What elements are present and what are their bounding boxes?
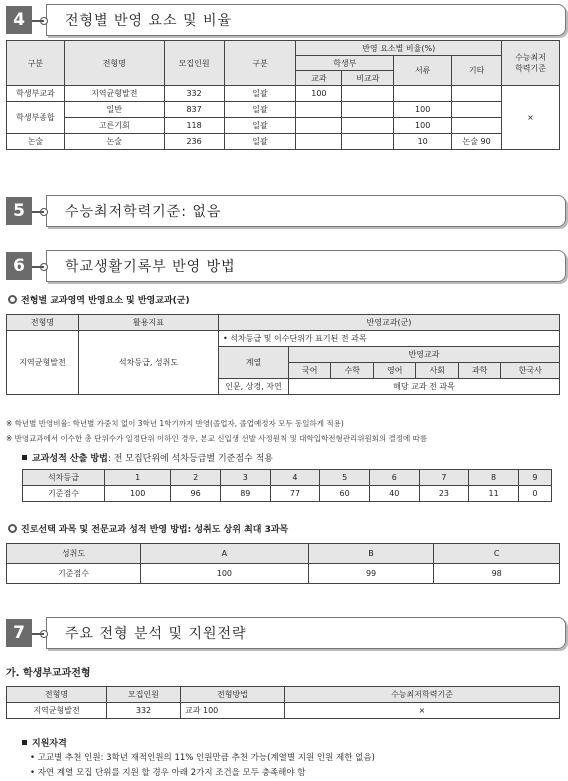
cell: 고른기회 [64, 118, 164, 134]
cell: 23 [419, 486, 469, 502]
cell: 일괄 [224, 102, 296, 118]
subheading [8, 522, 288, 535]
cell: 100 [394, 118, 452, 134]
table-row [7, 118, 560, 134]
cell: 100 [296, 86, 342, 102]
th-jeonhyeong: 전형명 [64, 41, 164, 86]
cell: 332 [164, 86, 224, 102]
th-suneung: 수능최저학력기준 [285, 687, 560, 703]
table-row [7, 134, 560, 150]
th-grade-value: 6 [369, 470, 419, 486]
square-bullet-icon [22, 455, 27, 460]
th-grade-value: 4 [270, 470, 320, 486]
cell: 10 [394, 134, 452, 150]
th-level: B [308, 544, 434, 564]
cell: 236 [164, 134, 224, 150]
th-gyogwa: 교과 [296, 71, 342, 86]
cell: 100 [105, 486, 171, 502]
cell: 해당 교과 전 과목 [289, 379, 560, 395]
cell: 학생부종합 [7, 102, 65, 134]
subheading [22, 736, 67, 749]
th-ratio: 반영 요소별 비율(%) [296, 41, 502, 56]
achievement-score-table [6, 543, 560, 584]
cell: 99 [308, 564, 434, 584]
section-4-header [6, 4, 233, 36]
th-seoryu: 서류 [394, 56, 452, 86]
cell [394, 86, 452, 102]
cell [342, 134, 394, 150]
qualification-line: • 고교별 추천 인원: 3학년 재적인원의 11% 인원만큼 추천 가능(계열별 지원 인원 제한 없음) [30, 753, 375, 763]
reflection-ratio-table [6, 40, 560, 150]
subject-reflection-table [6, 314, 560, 395]
th-gita: 기타 [452, 56, 502, 86]
th-level: C [434, 544, 560, 564]
cell: 89 [220, 486, 270, 502]
cell [296, 102, 342, 118]
cell: 332 [107, 703, 181, 719]
section-title: 수능최저학력기준: 없음 [46, 195, 566, 227]
cell: 논술 [7, 134, 65, 150]
th-subjects: 반영교과(군) [219, 315, 560, 331]
cell: 석차등급, 성취도 [79, 331, 219, 395]
qualification-line: • 자연 계열 모집 단위를 지원 할 경우 아래 2가지 조건을 모두 충족해야 함 [30, 768, 306, 778]
th-name: 전형명 [7, 687, 107, 703]
note: ※ 학년별 반영비율: 학년별 가중치 없이 3학년 1학기까지 반영(졸업자, 졸업예정자 모두 동일하게 적용) [6, 419, 344, 428]
circle-bullet-icon [8, 295, 17, 304]
section-7-header [6, 617, 247, 649]
th-grade-value: 3 [220, 470, 270, 486]
cell: 100 [394, 102, 452, 118]
cell: 일괄 [224, 86, 296, 102]
cell: 지역균형발전 [64, 86, 164, 102]
cell: 40 [369, 486, 419, 502]
admission-summary-table [6, 686, 560, 719]
section-number: 5 [6, 197, 32, 225]
subheading-text: : 전 모집단위에 석차등급별 기준점수 적용 [107, 454, 273, 464]
cell: 인문, 상경, 자연 [219, 379, 289, 395]
cell: 837 [164, 102, 224, 118]
cell [342, 86, 394, 102]
cell: 11 [469, 486, 519, 502]
th-subject: 수학 [331, 363, 373, 379]
subheading [8, 293, 190, 306]
th-banyeong: 반영교과 [289, 347, 560, 363]
table-row [7, 86, 560, 102]
circle-bullet-icon [8, 524, 17, 533]
cell: 교과 100 [181, 703, 285, 719]
cell: 논술 90 [452, 134, 502, 150]
th-name: 전형명 [7, 315, 79, 331]
th-grade-value: 7 [419, 470, 469, 486]
cell: 60 [320, 486, 370, 502]
th-grade-value: 5 [320, 470, 370, 486]
subheading [6, 664, 91, 679]
cell: 98 [434, 564, 560, 584]
th-grade-value: 2 [171, 470, 221, 486]
cell: 118 [164, 118, 224, 134]
th-hakseng: 학생부 [296, 56, 394, 71]
th-grade-value: 1 [105, 470, 171, 486]
section-number: 6 [6, 252, 32, 280]
cell-note: • 석차등급 및 이수단위가 표기된 전 과목 [219, 331, 560, 347]
cell [296, 118, 342, 134]
th-subject: 한국사 [501, 363, 560, 379]
subheading-text: 가. 학생부교과전형 [6, 668, 91, 679]
th-gubun2: 구분 [224, 41, 296, 86]
section-title: 전형별 반영 요소 및 비율 [46, 4, 566, 36]
th-bigyogwa: 비교과 [342, 71, 394, 86]
th-moji: 모집인원 [164, 41, 224, 86]
section-5-header [6, 195, 222, 227]
grade-score-table [22, 469, 552, 502]
cell: × [285, 703, 560, 719]
th-subject: 영어 [373, 363, 415, 379]
subheading-text: 진로선택 과목 및 전문교과 성적 반영 방법: 성취도 상위 최대 3과목 [21, 525, 289, 535]
th-achievement: 성취도 [7, 544, 141, 564]
cell: 일괄 [224, 134, 296, 150]
th-subject: 과학 [458, 363, 500, 379]
th-grade-value: 8 [469, 470, 519, 486]
cell: 일괄 [224, 118, 296, 134]
cell [342, 118, 394, 134]
section-title: 학교생활기록부 반영 방법 [46, 250, 566, 282]
th-index: 활용지표 [79, 315, 219, 331]
th-gubun: 구분 [7, 41, 65, 86]
cell-suneung: × [502, 86, 560, 150]
cell [296, 134, 342, 150]
section-number: 7 [6, 619, 32, 647]
note: ※ 반영교과에서 이수한 총 단위수가 일정단위 이하인 경우, 본교 신입생 선발 사정원칙 및 대학입학전형관리위원회의 결정에 따름 [6, 434, 428, 443]
subheading-text: 전형별 교과영역 반영요소 및 반영교과(군) [21, 296, 190, 306]
cell [342, 102, 394, 118]
th-grade: 석차등급 [23, 470, 105, 486]
cell: 기준점수 [23, 486, 105, 502]
cell: 일반 [64, 102, 164, 118]
cell [452, 86, 502, 102]
cell: 77 [270, 486, 320, 502]
cell: 기준점수 [7, 564, 141, 584]
table-row [7, 102, 560, 118]
th-grade-value: 9 [518, 470, 551, 486]
subheading-bold: 교과성적 산출 방법 [32, 454, 108, 464]
subheading-text: 지원자격 [32, 739, 67, 749]
th-suneung: 수능최저 학력기준 [502, 41, 560, 86]
cell [452, 102, 502, 118]
cell: 96 [171, 486, 221, 502]
th-method: 전형방법 [181, 687, 285, 703]
th-track: 계열 [219, 347, 289, 379]
subheading [22, 451, 273, 464]
th-subject: 국어 [289, 363, 331, 379]
th-count: 모집인원 [107, 687, 181, 703]
section-6-header [6, 250, 236, 282]
cell: 학생부교과 [7, 86, 65, 102]
section-title: 주요 전형 분석 및 지원전략 [46, 617, 566, 649]
cell: 0 [518, 486, 551, 502]
th-level: A [141, 544, 309, 564]
cell: 100 [141, 564, 309, 584]
cell: 논술 [64, 134, 164, 150]
section-number: 4 [6, 6, 32, 34]
cell: 지역균형발전 [7, 703, 107, 719]
cell [452, 118, 502, 134]
th-subject: 사회 [416, 363, 458, 379]
square-bullet-icon [22, 740, 27, 745]
cell: 지역균형발전 [7, 331, 79, 395]
